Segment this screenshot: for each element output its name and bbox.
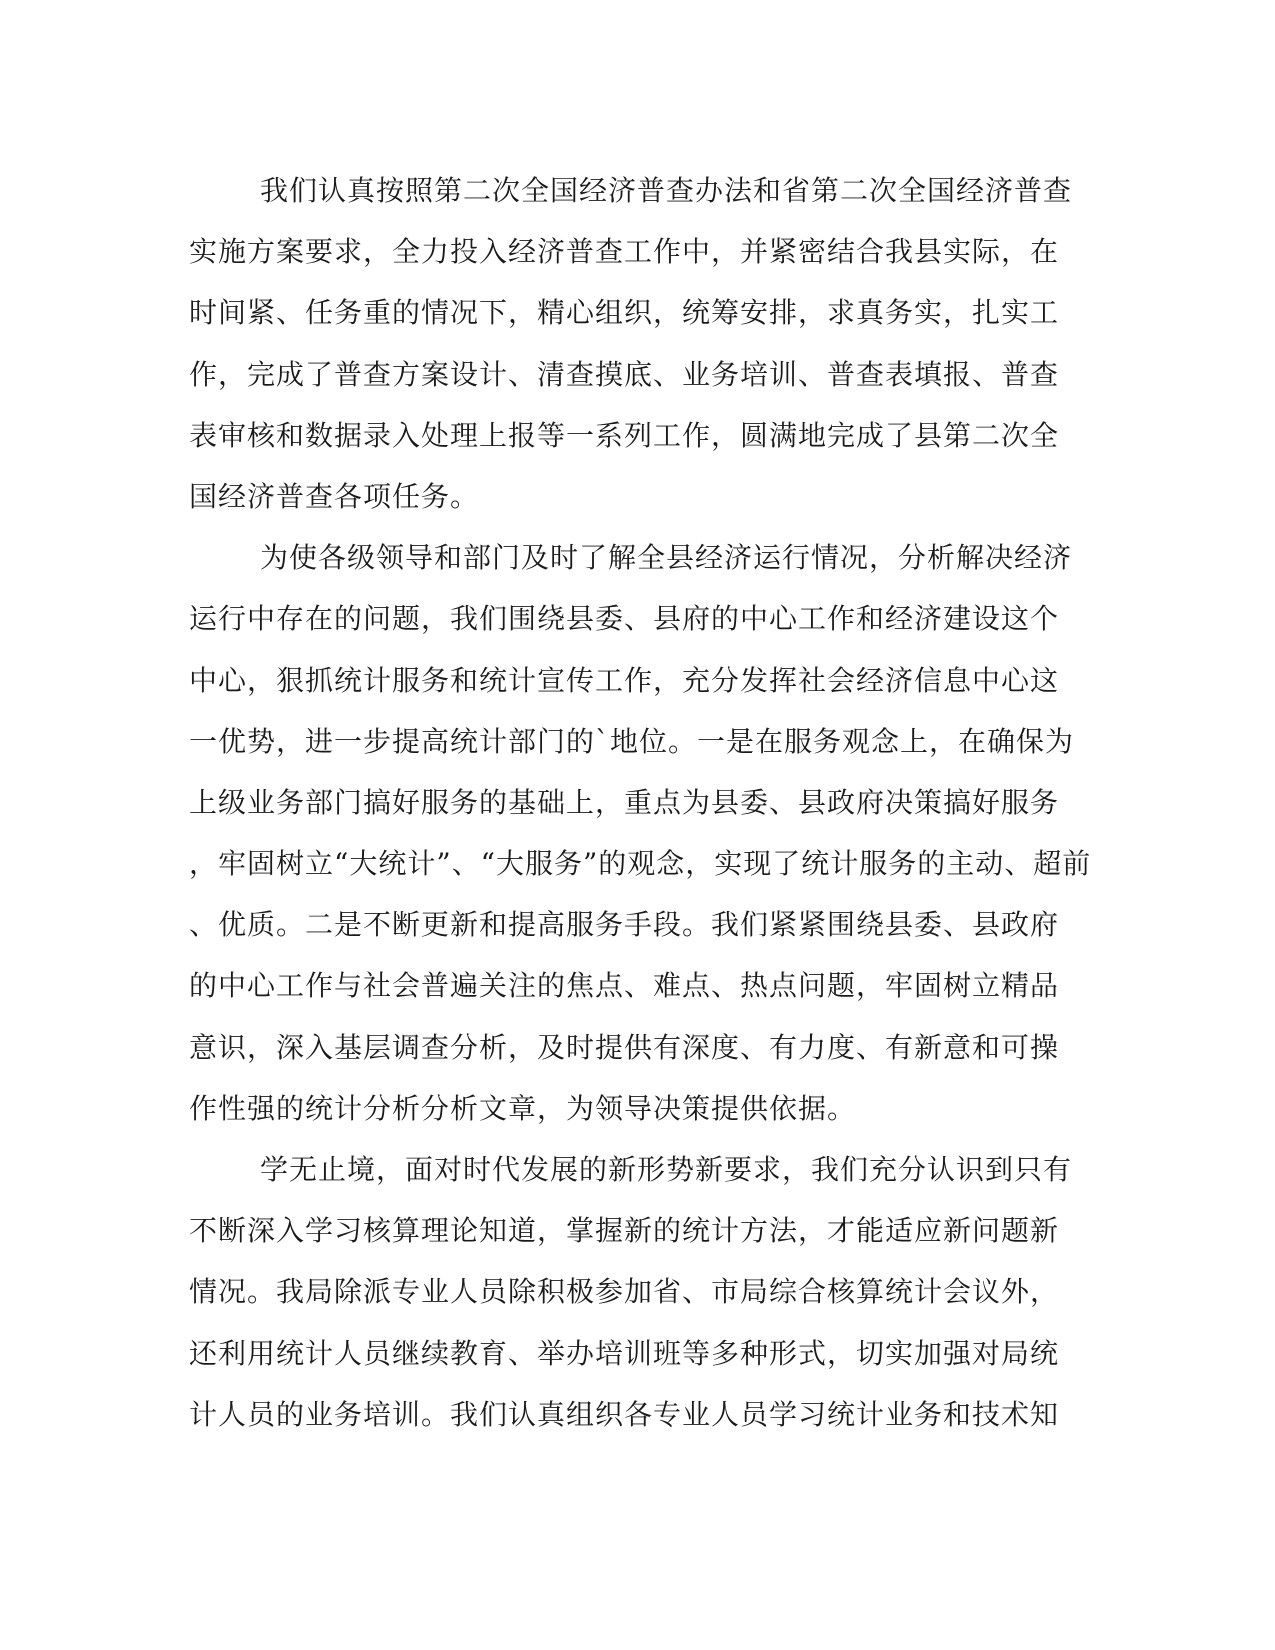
text-line: 意识，深入基层调查分析，及时提供有深度、有力度、有新意和可操 <box>189 1030 1060 1064</box>
document-body <box>189 160 1092 1445</box>
text-line: 上级业务部门搞好服务的基础上，重点为县委、县政府决策搞好服务 <box>189 785 1060 819</box>
text-line: 表审核和数据录入处理上报等一系列工作，圆满地完成了县第二次全 <box>189 418 1060 452</box>
text-line: 中心，狠抓统计服务和统计宣传工作，充分发挥社会经济信息中心这 <box>189 663 1060 697</box>
paragraph <box>189 160 1079 527</box>
text-line: 时间紧、任务重的情况下，精心组织，统筹安排，求真务实，扎实工 <box>189 296 1060 330</box>
text-line: 学无止境，面对时代发展的新形势新要求，我们充分认识到只有 <box>260 1153 1073 1186</box>
paragraph <box>189 1139 1079 1445</box>
paragraph <box>189 527 1092 1139</box>
text-line: 不断深入学习核算理论知道，掌握新的统计方法，才能适应新问题新 <box>189 1214 1060 1248</box>
text-line: 国经济普查各项任务。 <box>189 479 480 513</box>
text-line: 我们认真按照第二次全国经济普查办法和省第二次全国经济普查 <box>260 174 1073 207</box>
text-line: 实施方案要求，全力投入经济普查工作中，并紧密结合我县实际，在 <box>189 235 1060 269</box>
text-line: 作，完成了普查方案设计、清查摸底、业务培训、普查表填报、普查 <box>189 357 1060 391</box>
text-line: 、优质。二是不断更新和提高服务手段。我们紧紧围绕县委、县政府 <box>189 908 1060 942</box>
text-line: 的中心工作与社会普遍关注的焦点、难点、热点问题，牢固树立精品 <box>189 969 1060 1003</box>
text-line: 运行中存在的问题，我们围绕县委、县府的中心工作和经济建设这个 <box>189 602 1060 636</box>
text-line: 为使各级领导和部门及时了解全县经济运行情况，分析解决经济 <box>260 541 1073 575</box>
text-line: 计人员的业务培训。我们认真组织各专业人员学习统计业务和技术知 <box>189 1397 1060 1431</box>
text-line: 情况。我局除派专业人员除积极参加省、市局综合核算统计会议外， <box>189 1275 1060 1309</box>
text-line: 还利用统计人员继续教育、举办培训班等多种形式，切实加强对局统 <box>189 1336 1060 1370</box>
text-line: 作性强的统计分析分析文章，为领导决策提供依据。 <box>189 1091 857 1125</box>
text-line: 一优势，进一步提高统计部门的`地位。一是在服务观念上，在确保为 <box>189 724 1075 758</box>
text-line: ，牢固树立“大统计”、“大服务”的观念，实现了统计服务的主动、超前 <box>189 847 1092 881</box>
